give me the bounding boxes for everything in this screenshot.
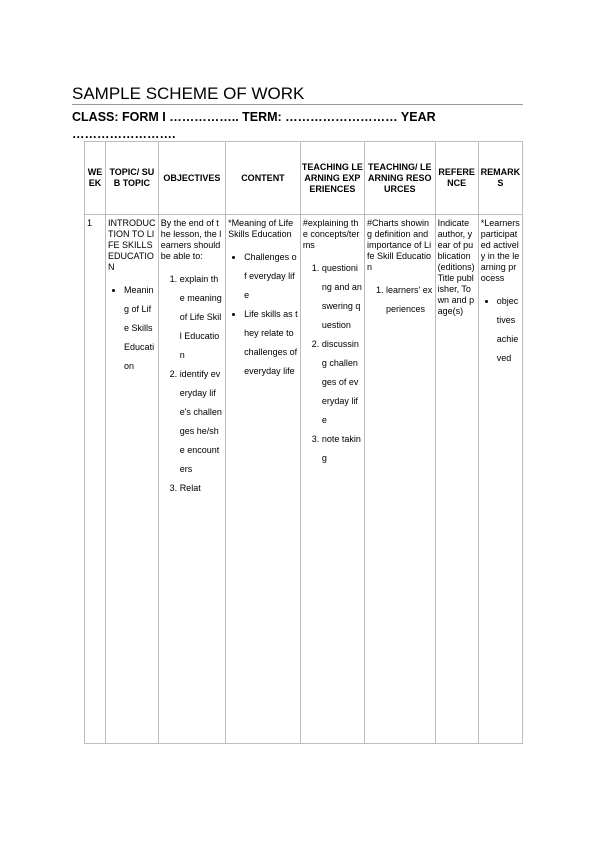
content-intro: *Meaning of Life Skills Education [228,218,294,239]
table-row [85,215,523,744]
cell-resources [365,215,436,744]
cell-objectives [158,215,225,744]
list-item: • Life skills as they relate to challenges of everyday life [244,305,298,381]
remarks-intro: *Learners participated actively in the learning process [480,218,520,283]
list-item: • Meaning of Life Skills Education [124,281,156,376]
list-item: • objectives achieved [497,292,520,368]
class-term-year-line: CLASS: FORM I …………….. TERM: ……………………… YEAR ……………………. [72,110,436,141]
objectives-intro: By the end of the lesson, the learners should be able to: [160,218,222,261]
scheme-of-work-table [84,141,523,744]
header-reference: REFERENCE [435,142,478,215]
table-header-row [85,142,523,215]
cell-week: 1 [85,215,106,744]
cell-reference: Indicate author, year of publication (editions) Title publisher, Town and page(s) [435,215,478,744]
experiences-intro: #explaining the concepts/terms [302,218,360,250]
header-remarks: REMARKS [478,142,522,215]
list-item: 3. Relat [180,479,223,498]
header-teaching-learning-resources: TEACHING/ LEARNING RESOURCES [365,142,436,215]
list-item: 2. identify everyday life's challenges he/she encounters [180,365,223,479]
header-objectives: OBJECTIVES [158,142,225,215]
list-item: 1. questioning and answering question [322,259,362,335]
list-item: 1. explain the meaning of Life Skill Education [180,270,223,365]
page-title: SAMPLE SCHEME OF WORK [72,84,305,103]
cell-content [226,215,301,744]
list-item: 3. note taking [322,430,362,468]
cell-remarks [478,215,522,744]
list-item: 2. discussing challenges of everyday life [322,335,362,430]
header-topic: TOPIC/ SUB TOPIC [106,142,159,215]
header-week: WEEK [85,142,106,215]
header-teaching-learning-experiences: TEACHING LEARNING EXPERIENCES [300,142,364,215]
topic-title: INTRODUCTION TO LIFE SKILLS EDUCATION [108,218,156,272]
header-content: CONTENT [226,142,301,215]
cell-topic [106,215,159,744]
resources-intro: #Charts showing definition and importance of Life Skill Education [367,218,432,272]
list-item: 1. learners' experiences [386,281,433,319]
title-underline [72,104,523,105]
cell-experiences [300,215,364,744]
list-item: • Challenges of everyday life [244,248,298,305]
